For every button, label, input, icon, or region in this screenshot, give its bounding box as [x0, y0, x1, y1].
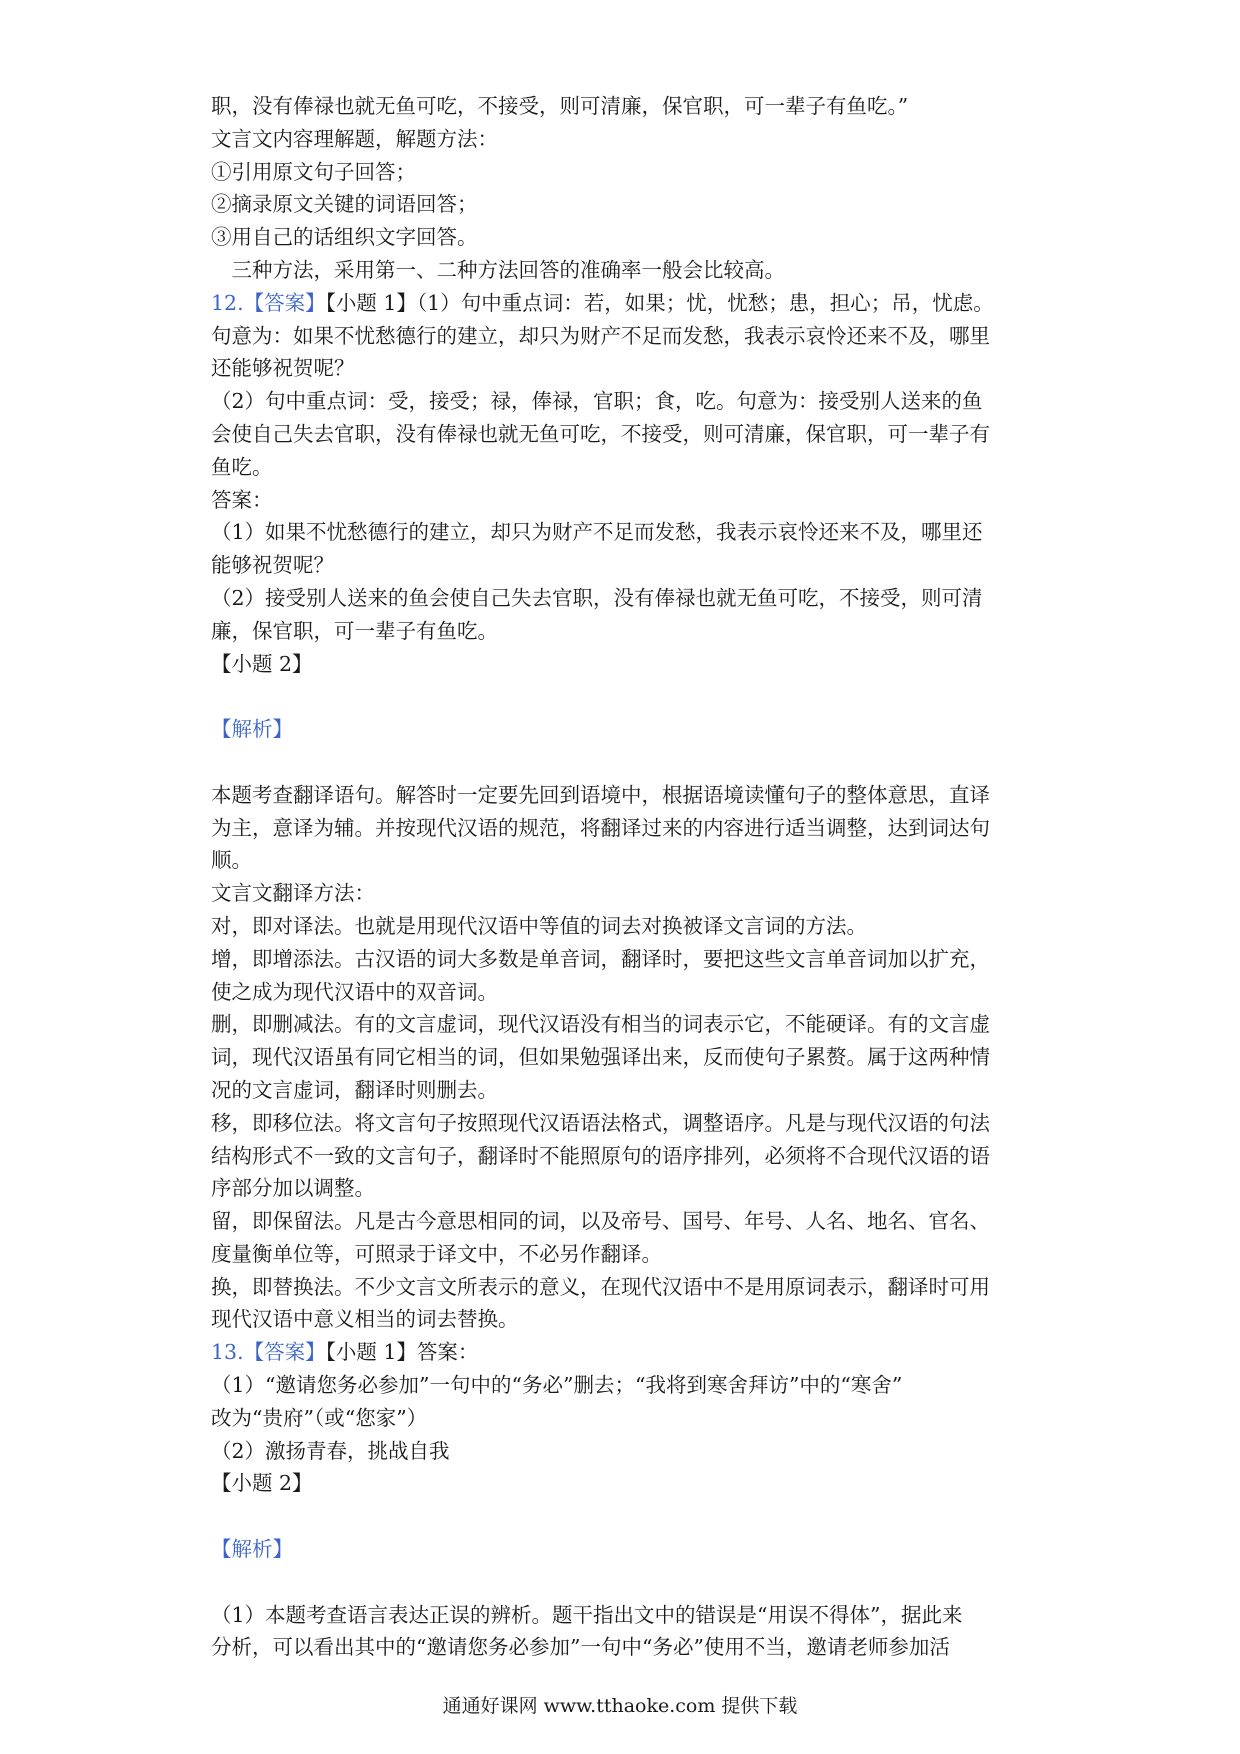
text-line: 移，即移位法。将文言句子按照现代汉语语法格式，调整语序。凡是与现代汉语的句法 — [211, 1110, 990, 1135]
answer-text: 【小题 1】（1）句中重点词：若，如果；忧，忧愁；患，担心；吊，忧虑。 — [325, 290, 994, 315]
text-line: 分析，可以看出其中的“邀请您务必参加”一句中“务必”使用不当，邀请老师参加活 — [211, 1635, 950, 1660]
text-line: 为主，意译为辅。并按现代汉语的规范，将翻译过来的内容进行适当调整，达到词达句 — [211, 815, 990, 840]
text-line: ①引用原文句子回答； — [211, 159, 416, 184]
text-line: 三种方法，采用第一、二种方法回答的准确率一般会比较高。 — [211, 257, 785, 282]
text-line: 还能够祝贺呢？ — [211, 356, 355, 381]
text-line: 能够祝贺呢？ — [211, 553, 334, 578]
question-number: 12. — [211, 290, 244, 315]
text-line: 留，即保留法。凡是古今意思相同的词，以及帝号、国号、年号、人名、地名、官名、 — [211, 1209, 990, 1234]
text-line: （2）接受别人送来的鱼会使自己失去官职，没有俸禄也就无鱼可吃，不接受，则可清 — [211, 585, 983, 610]
text-line: 鱼吃。 — [211, 454, 273, 479]
text-line: 况的文言虚词，翻译时则删去。 — [211, 1077, 498, 1102]
question-number: 13. — [211, 1340, 244, 1365]
text-line: 现代汉语中意义相当的词去替换。 — [211, 1307, 519, 1332]
answer-text: 【小题 1】答案： — [325, 1340, 479, 1365]
text-line: 职，没有俸禄也就无鱼可吃，不接受，则可清廉，保官职，可一辈子有鱼吃。” — [211, 94, 909, 118]
text-line: 换，即替换法。不少文言文所表示的意义，在现代汉语中不是用原词表示，翻译时可用 — [211, 1274, 990, 1299]
text-line: ②摘录原文关键的词语回答； — [211, 192, 478, 217]
answer-line — [211, 287, 1051, 320]
text-line: （1）如果不忧愁德行的建立，却只为财产不足而发愁，我表示哀怜还来不及，哪里还 — [211, 520, 983, 545]
blank-line — [211, 746, 1051, 779]
text-line: 【小题 2】 — [211, 1471, 313, 1496]
text-line: 文言文翻译方法： — [211, 881, 375, 906]
section-heading — [211, 713, 1051, 746]
document-body — [211, 90, 1051, 1664]
text-line: 改为“贵府”（或“您家”） — [211, 1405, 428, 1430]
text-line: 对，即对译法。也就是用现代汉语中等值的词去对换被译文言词的方法。 — [211, 913, 867, 938]
text-line: 删，即删减法。有的文言虚词，现代汉语没有相当的词表示它，不能硬译。有的文言虚 — [211, 1012, 990, 1037]
text-line: 顺。 — [211, 848, 252, 873]
page-footer: 通通好课网 www.tthaoke.com 提供下载 — [442, 1695, 798, 1717]
text-line: 度量衡单位等，可照录于译文中，不必另作翻译。 — [211, 1241, 662, 1266]
text-line: 增，即增添法。古汉语的词大多数是单音词，翻译时，要把这些文言单音词加以扩充， — [211, 946, 990, 971]
text-line: 廉，保官职，可一辈子有鱼吃。 — [211, 618, 498, 643]
blank-line — [211, 1566, 1051, 1599]
blank-line — [211, 680, 1051, 713]
answer-line — [211, 1336, 1051, 1369]
text-line: 文言文内容理解题，解题方法： — [211, 126, 498, 151]
text-line: 词，现代汉语虽有同它相当的词，但如果勉强译出来，反而使句子累赘。属于这两种情 — [211, 1045, 990, 1070]
section-heading — [211, 1533, 1051, 1566]
blank-line — [211, 1500, 1051, 1533]
text-line: （1）“邀请您务必参加”一句中的“务必”删去；“我将到寒舍拜访”中的“寒舍” — [211, 1373, 903, 1398]
text-line: 会使自己失去官职，没有俸禄也就无鱼可吃，不接受，则可清廉，保官职，可一辈子有 — [211, 421, 990, 446]
analysis-label: 【解析】 — [211, 717, 293, 742]
text-line: 答案： — [211, 487, 273, 512]
text-line: 序部分加以调整。 — [211, 1176, 375, 1201]
text-line: 结构形式不一致的文言句子，翻译时不能照原句的语序排列，必须将不合现代汉语的语 — [211, 1143, 990, 1168]
text-line: 本题考查翻译语句。解答时一定要先回到语境中，根据语境读懂句子的整体意思，直译 — [211, 782, 990, 807]
analysis-label: 【解析】 — [211, 1537, 293, 1562]
text-line: （2）句中重点词：受，接受；禄，俸禄，官职；食，吃。句意为：接受别人送来的鱼 — [211, 389, 983, 414]
text-line: （2）激扬青春，挑战自我 — [211, 1438, 450, 1463]
text-line: 句意为：如果不忧愁德行的建立，却只为财产不足而发愁，我表示哀怜还来不及，哪里 — [211, 323, 990, 348]
answer-label: 【答案】 — [243, 1340, 326, 1365]
answer-label: 【答案】 — [243, 290, 326, 315]
text-line: 使之成为现代汉语中的双音词。 — [211, 979, 498, 1004]
text-line: （1）本题考查语言表达正误的辨析。题干指出文中的错误是“用误不得体”，据此来 — [211, 1602, 963, 1627]
text-line: ③用自己的话组织文字回答。 — [211, 225, 478, 250]
text-line: 【小题 2】 — [211, 651, 313, 676]
